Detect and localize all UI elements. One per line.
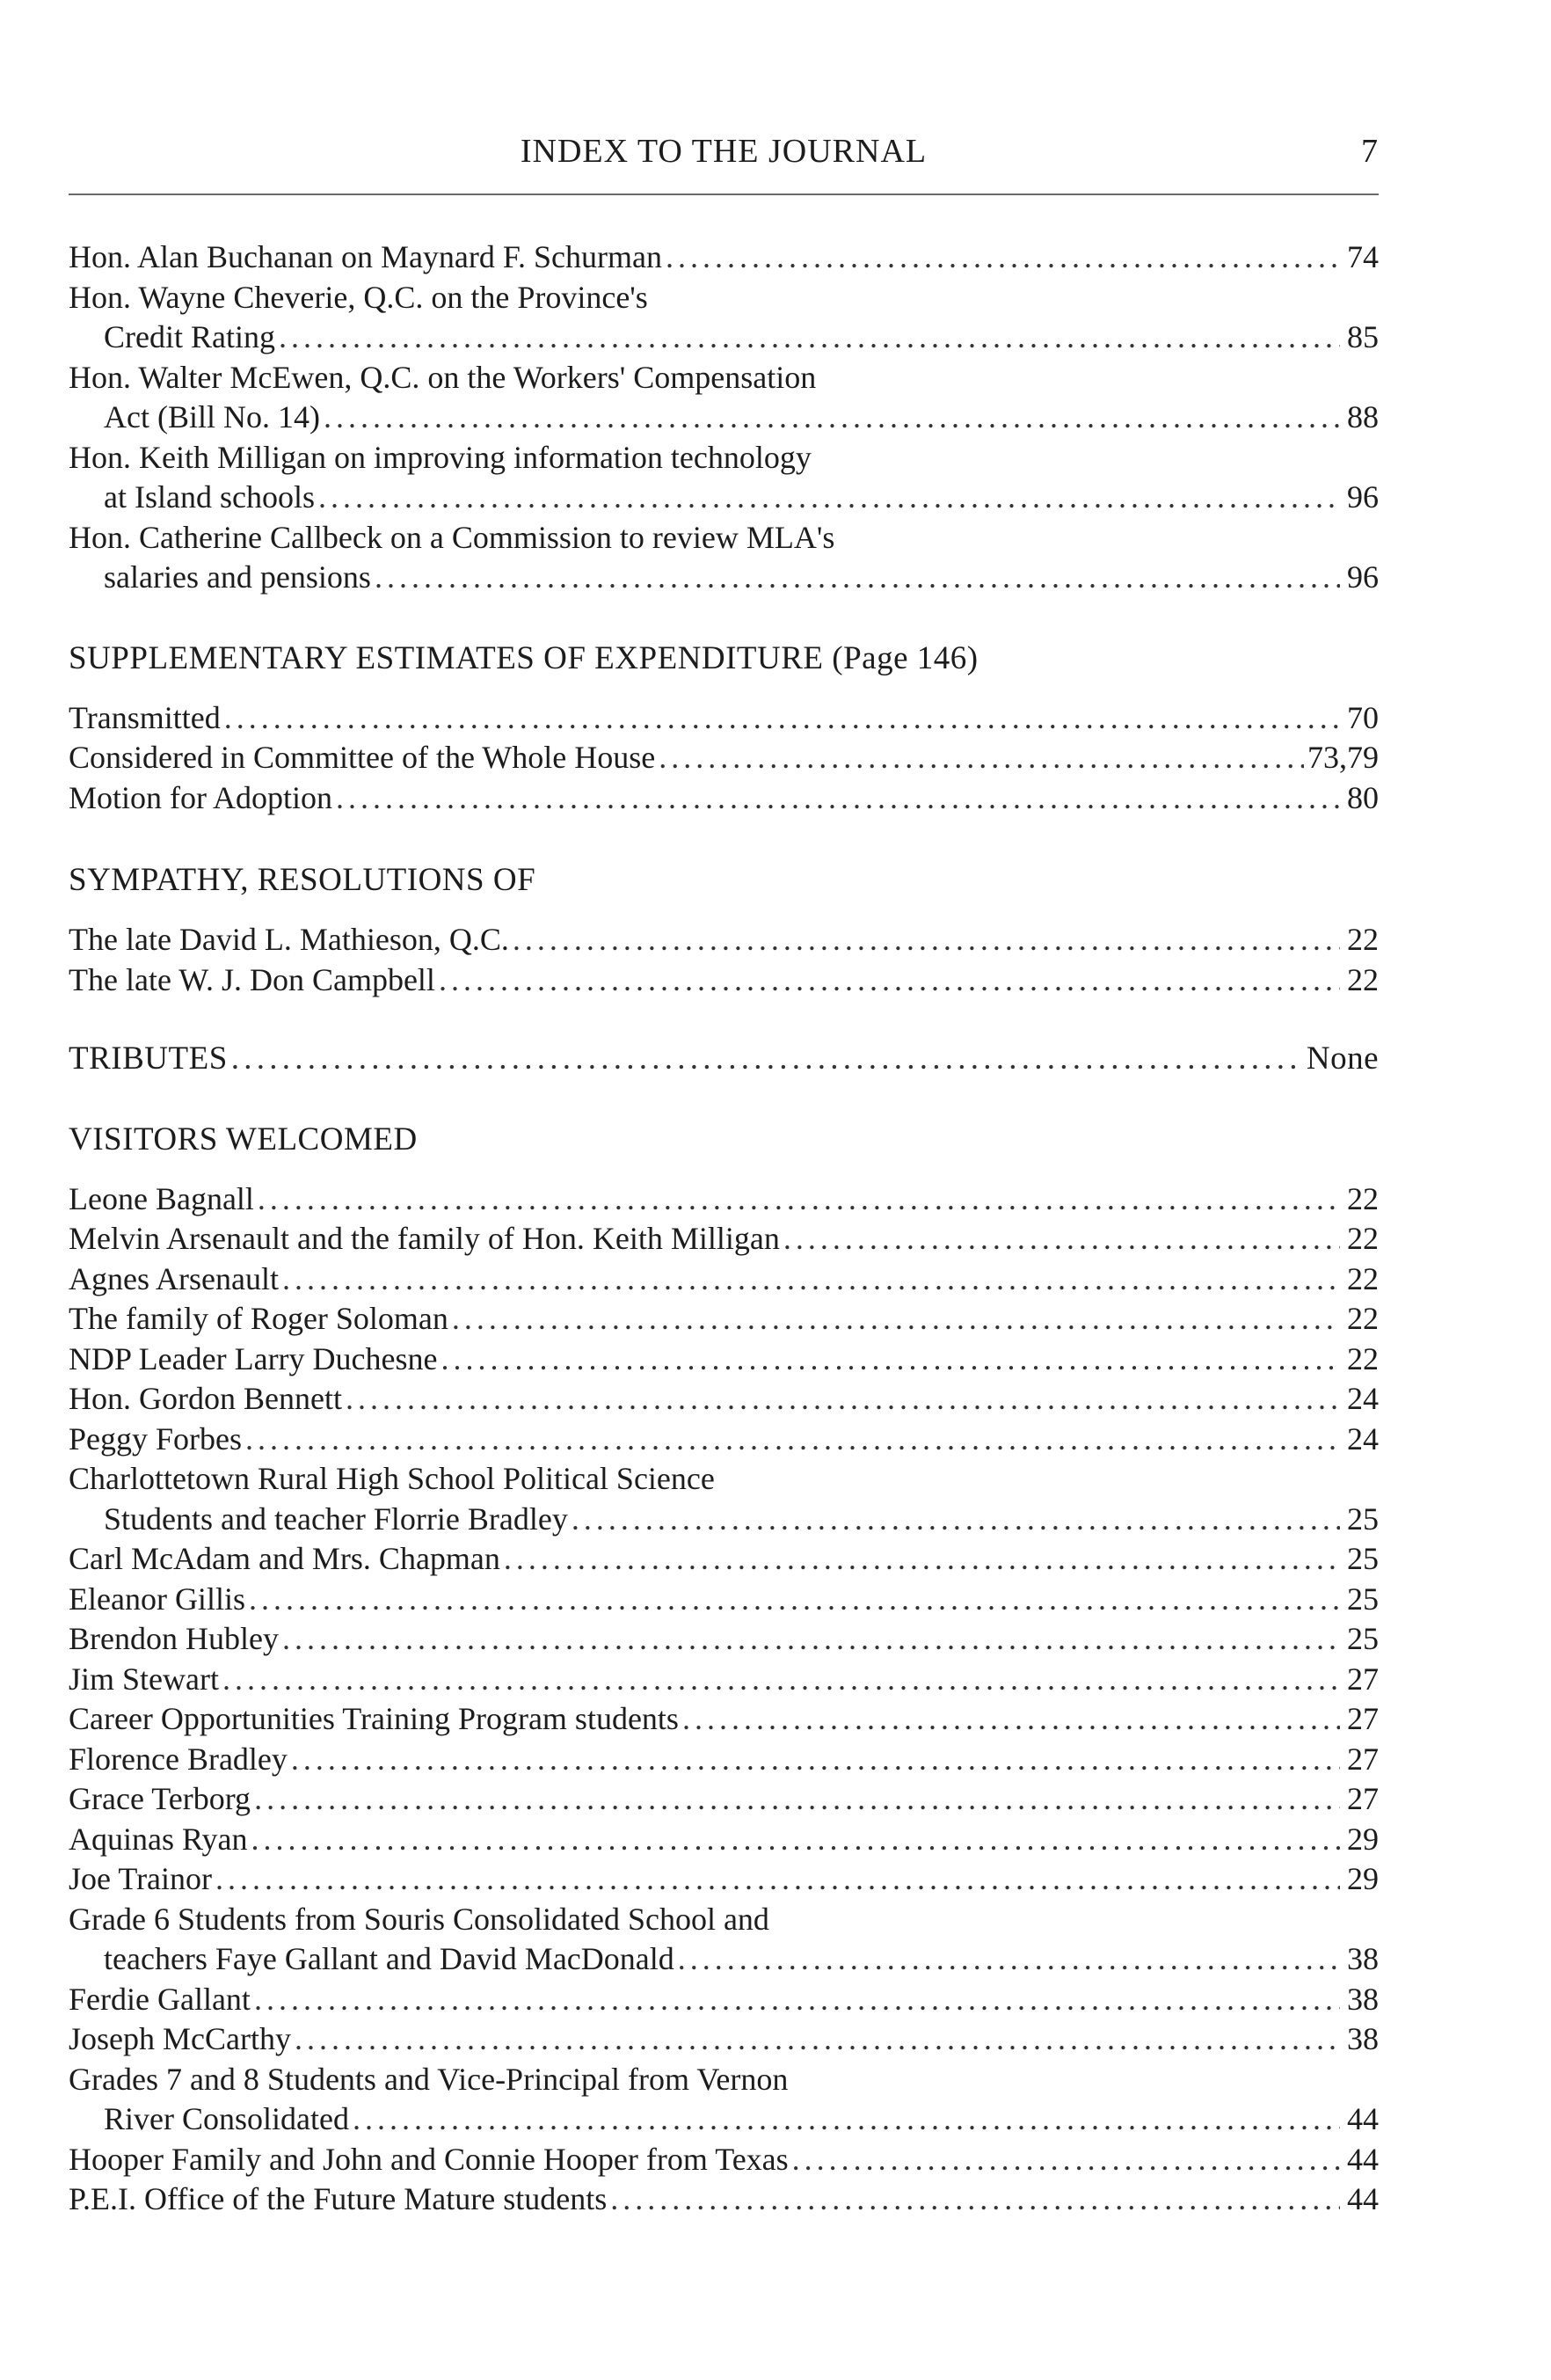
entry-page: 27	[1347, 1661, 1379, 1697]
entry-text-continued: teachers Faye Gallant and David MacDonald	[104, 1941, 674, 1976]
entry-text: Aquinas Ryan	[69, 1821, 248, 1857]
dot-leader	[659, 738, 1304, 778]
entry-text: Melvin Arsenault and the family of Hon. Keith Milligan	[69, 1221, 780, 1256]
entry-text: Leone Bagnall	[69, 1180, 254, 1216]
entry-page: 22	[1347, 1180, 1379, 1216]
dot-leader	[792, 2140, 1340, 2180]
index-entry	[69, 2019, 1379, 2060]
dot-leader	[254, 1779, 1340, 1820]
index-entry	[69, 278, 1379, 358]
dot-leader	[610, 2179, 1340, 2220]
index-entry	[69, 1340, 1379, 1380]
dot-leader	[222, 1660, 1340, 1700]
index-entry	[69, 2060, 1379, 2140]
continued-entries	[69, 237, 1379, 598]
entry-text-continued: at Island schools	[104, 479, 315, 515]
index-entry	[69, 438, 1379, 518]
entry-page: 29	[1347, 1861, 1379, 1896]
dot-leader	[254, 1980, 1340, 2020]
dot-leader	[513, 920, 1340, 960]
entry-page: 96	[1347, 479, 1379, 515]
entry-text: Ferdie Gallant	[69, 1981, 251, 2017]
dot-leader	[249, 1580, 1340, 1620]
entry-page: 22	[1347, 1260, 1379, 1296]
entry-page: 22	[1347, 922, 1379, 957]
index-entry	[69, 1580, 1379, 1620]
entry-page: 25	[1347, 1541, 1379, 1576]
dot-leader	[318, 478, 1340, 518]
index-entry	[69, 518, 1379, 598]
entry-page: 22	[1347, 1301, 1379, 1336]
index-entry	[69, 1699, 1379, 1740]
entry-text: Brendon Hubley	[69, 1621, 279, 1656]
entry-text: Motion for Adoption	[69, 779, 333, 815]
entry-page: 29	[1347, 1821, 1379, 1857]
entry-text: Carl McAdam and Mrs. Chapman	[69, 1541, 500, 1576]
index-entry	[69, 358, 1379, 438]
entry-text: Transmitted	[69, 699, 221, 735]
dot-leader	[439, 960, 1340, 1001]
entry-page: 96	[1347, 559, 1379, 595]
index-entry	[69, 1820, 1379, 1860]
entry-text-continued: salaries and pensions	[104, 559, 371, 595]
section-heading: SYMPATHY, RESOLUTIONS OF	[69, 862, 536, 898]
entry-page: None	[1306, 1040, 1379, 1077]
dot-leader	[324, 398, 1340, 438]
index-entry	[69, 1379, 1379, 1420]
index-entry	[69, 1660, 1379, 1700]
dot-leader	[282, 1619, 1340, 1660]
entry-text: P.E.I. Office of the Future Mature students	[69, 2181, 608, 2216]
entry-text: Grades 7 and 8 Students and Vice-Principal from Vernon	[69, 2061, 789, 2097]
entry-page: 25	[1347, 1581, 1379, 1617]
index-entry	[69, 920, 1379, 960]
index-page	[69, 132, 1379, 2220]
entry-text: Hon. Walter McEwen, Q.C. on the Workers' Compensation	[69, 359, 817, 395]
section-visitors-welcomed	[69, 1120, 1379, 2220]
entry-page: 25	[1347, 1500, 1379, 1537]
index-entry	[69, 1179, 1379, 1220]
entry-text: The late David L. Mathieson, Q.C.	[69, 922, 509, 957]
index-entry	[69, 1420, 1379, 1460]
dot-leader	[231, 1039, 1303, 1079]
section-supplementary-estimates	[69, 639, 1379, 819]
entry-text: Hon. Gordon Bennett	[69, 1381, 342, 1416]
entry-text: Grade 6 Students from Souris Consolidated School and	[69, 1901, 769, 1937]
dot-leader	[504, 1539, 1340, 1580]
dot-leader	[224, 698, 1340, 739]
index-entry	[69, 237, 1379, 278]
section-heading: TRIBUTES	[69, 1040, 228, 1077]
dot-leader	[291, 1740, 1340, 1780]
entry-text: Career Opportunities Training Program students	[69, 1701, 679, 1736]
entry-text: Hon. Keith Milligan on improving information technology	[69, 439, 812, 475]
entry-text: The family of Roger Soloman	[69, 1301, 448, 1336]
section-heading: VISITORS WELCOMED	[69, 1121, 418, 1157]
entry-page: 22	[1347, 961, 1379, 997]
dot-leader	[678, 1939, 1340, 1980]
dot-leader	[245, 1420, 1340, 1460]
dot-leader	[452, 1299, 1340, 1340]
index-entry	[69, 2179, 1379, 2220]
entry-text: Charlottetown Rural High School Political Science	[69, 1461, 715, 1496]
dot-leader	[572, 1500, 1340, 1540]
index-entry	[69, 1740, 1379, 1780]
entry-page: 27	[1347, 1741, 1379, 1777]
entry-text: Considered in Committee of the Whole House	[69, 740, 656, 775]
page-title: INDEX TO THE JOURNAL	[520, 133, 928, 170]
entry-text: Joe Trainor	[69, 1861, 213, 1896]
entry-text: Florence Bradley	[69, 1741, 288, 1777]
entry-page: 73,79	[1307, 740, 1379, 775]
entry-page: 88	[1347, 399, 1379, 434]
dot-leader	[279, 318, 1340, 358]
dot-leader	[251, 1820, 1340, 1860]
index-entry	[69, 960, 1379, 1001]
entry-text: Agnes Arsenault	[69, 1260, 279, 1296]
dot-leader	[441, 1340, 1340, 1380]
entry-text: Hon. Catherine Callbeck on a Commission to review MLA's	[69, 519, 835, 555]
dot-leader	[375, 558, 1340, 598]
entry-page: 27	[1347, 1781, 1379, 1816]
dot-leader	[353, 2099, 1340, 2140]
entry-text-continued: Students and teacher Florrie Bradley	[104, 1500, 568, 1537]
entry-page: 27	[1347, 1701, 1379, 1736]
entry-text: Joseph McCarthy	[69, 2021, 291, 2056]
index-entry	[69, 1259, 1379, 1300]
dot-leader	[215, 1859, 1340, 1900]
index-entry	[69, 2140, 1379, 2180]
dot-leader	[258, 1179, 1340, 1220]
entry-text-continued: Act (Bill No. 14)	[104, 399, 320, 434]
index-entry	[69, 1859, 1379, 1900]
entry-page: 25	[1347, 1621, 1379, 1656]
entry-text: Hooper Family and John and Connie Hooper from Texas	[69, 2141, 789, 2177]
entry-page: 70	[1347, 699, 1379, 735]
entry-text: Hon. Alan Buchanan on Maynard F. Schurman	[69, 239, 662, 274]
entry-page: 24	[1347, 1381, 1379, 1416]
index-entry	[69, 1779, 1379, 1820]
entry-page: 22	[1347, 1340, 1379, 1376]
entry-text: The late W. J. Don Campbell	[69, 961, 435, 997]
entry-page: 44	[1347, 2101, 1379, 2136]
page-number: 7	[1361, 133, 1379, 170]
entry-text: Eleanor Gillis	[69, 1581, 245, 1617]
dot-leader	[282, 1259, 1340, 1300]
section-tributes	[69, 1039, 1379, 1079]
dot-leader	[783, 1219, 1340, 1259]
section-heading: SUPPLEMENTARY ESTIMATES OF EXPENDITURE (Page 146)	[69, 639, 979, 676]
dot-leader	[295, 2019, 1340, 2060]
entry-page: 80	[1347, 779, 1379, 815]
dot-leader	[336, 778, 1340, 819]
entry-page: 44	[1347, 2141, 1379, 2177]
entry-page: 22	[1347, 1221, 1379, 1256]
dot-leader	[682, 1699, 1340, 1740]
running-head	[69, 132, 1379, 185]
entry-page: 44	[1347, 2181, 1379, 2216]
entry-text-continued: River Consolidated	[104, 2101, 349, 2136]
entry-text: NDP Leader Larry Duchesne	[69, 1340, 438, 1376]
entry-text: Peggy Forbes	[69, 1420, 242, 1456]
index-entry	[69, 1299, 1379, 1340]
dot-leader	[666, 237, 1340, 278]
index-entry	[69, 1459, 1379, 1539]
index-entry	[69, 1619, 1379, 1660]
index-entry	[69, 698, 1379, 739]
index-entry	[69, 1980, 1379, 2020]
index-entry	[69, 738, 1379, 778]
entry-text: Jim Stewart	[69, 1661, 219, 1697]
entry-page: 38	[1347, 2021, 1379, 2056]
entry-text: Grace Terborg	[69, 1781, 251, 1816]
entry-page: 38	[1347, 1941, 1379, 1976]
entry-page: 74	[1347, 239, 1379, 274]
index-entry	[69, 1539, 1379, 1580]
index-entry	[69, 1900, 1379, 1980]
index-entry	[69, 1219, 1379, 1259]
index-entry	[69, 1039, 1379, 1079]
dot-leader	[346, 1379, 1340, 1420]
entry-page: 24	[1347, 1420, 1379, 1456]
index-entry	[69, 778, 1379, 819]
entry-page: 85	[1347, 319, 1379, 354]
entry-text-continued: Credit Rating	[104, 319, 275, 354]
entry-text: Hon. Wayne Cheverie, Q.C. on the Province's	[69, 279, 648, 315]
section-sympathy-resolutions	[69, 860, 1379, 1000]
entry-page: 38	[1347, 1981, 1379, 2017]
